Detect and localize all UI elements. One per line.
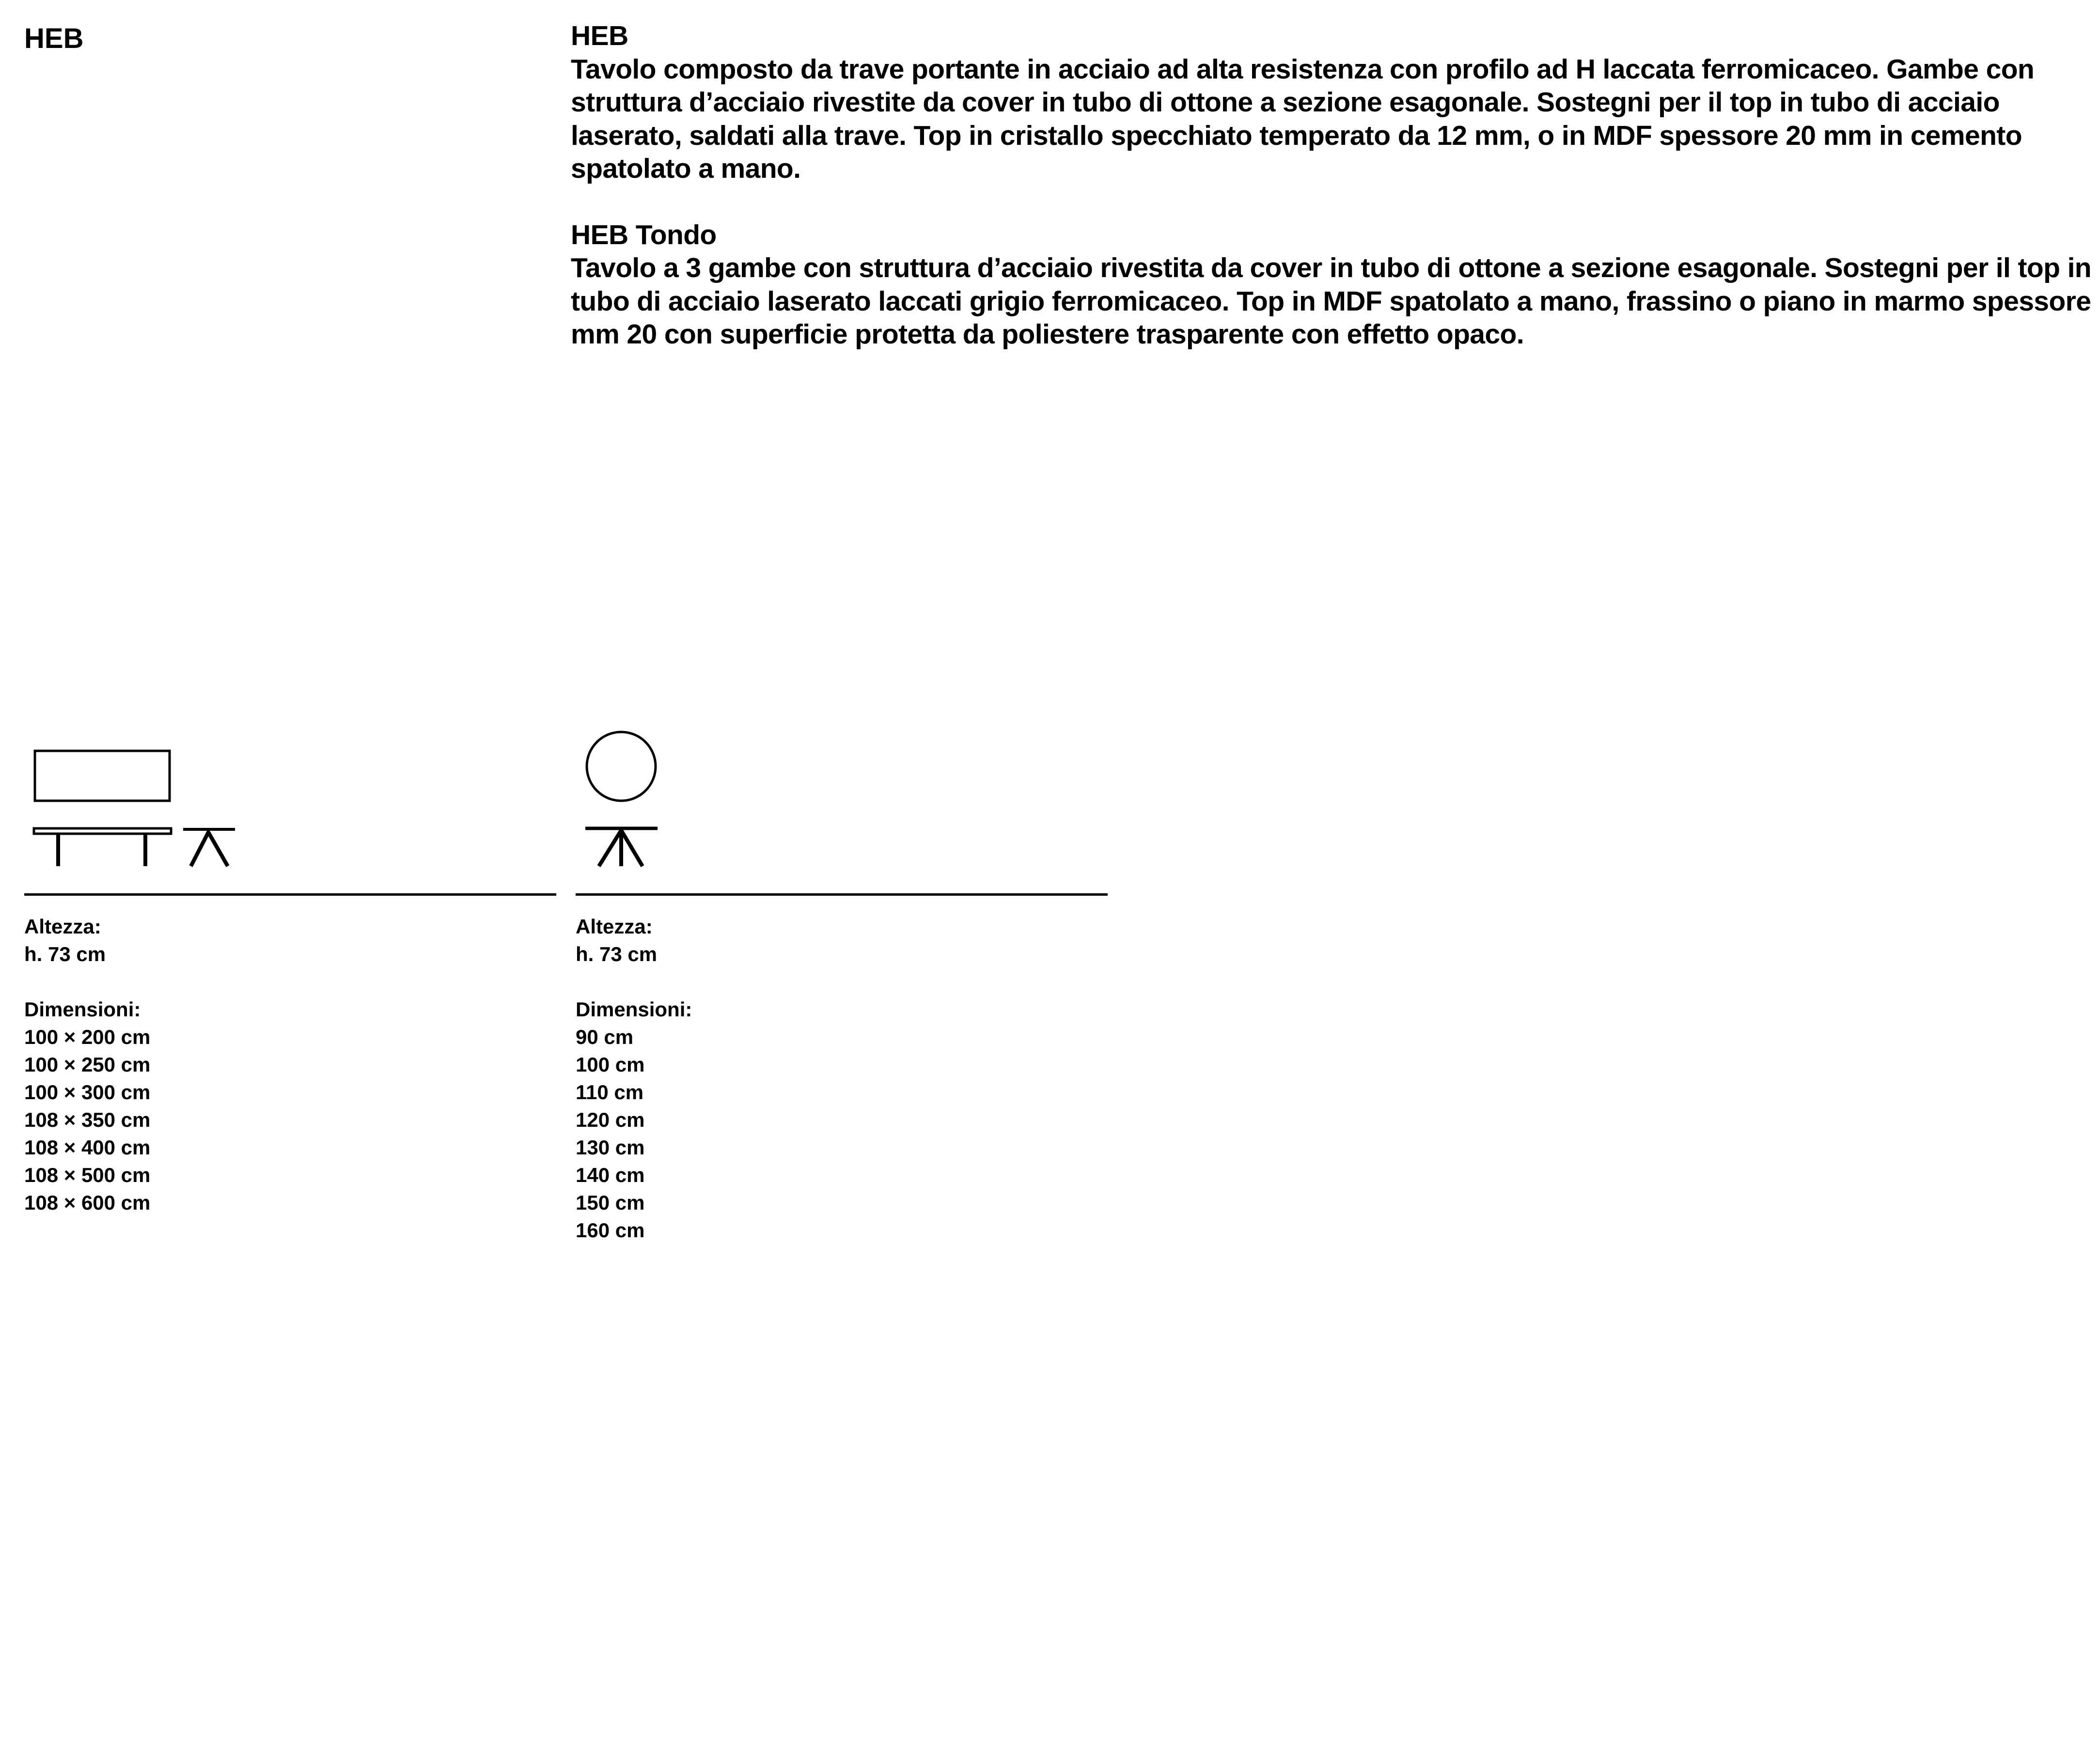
rectangular-table-drawing [29, 746, 242, 872]
height-value: h. 73 cm [576, 943, 658, 965]
divider-round [576, 893, 1108, 896]
round-top-view [587, 732, 656, 801]
description-title: HEB Tondo [571, 219, 717, 250]
description-text: Tavolo a 3 gambe con struttura d’acciaio rivestita da cover in tubo di ottone a sezione esagonale. Sostegni per il top in tubo di acciaio laserato laccati grigio ferromicaceo. Top in MDF spatolato a mano, frassino o piano in marmo spessore mm 20 con superficie protetta da poliestere trasparente con effetto opaco. [571, 252, 2092, 350]
dimension-item: 108 × 350 cm [24, 1108, 151, 1131]
dimension-item: 150 cm [576, 1191, 645, 1214]
height-value: h. 73 cm [24, 943, 106, 965]
specs-rectangular [24, 913, 150, 1216]
description-heb [571, 19, 2092, 186]
dimensions-label: Dimensioni: [576, 998, 692, 1021]
height-label: Altezza: [24, 915, 101, 938]
dimension-item: 120 cm [576, 1108, 645, 1131]
dimension-item: 100 × 300 cm [24, 1081, 151, 1104]
description-title: HEB [571, 20, 628, 51]
dimension-item: 100 cm [576, 1053, 645, 1076]
rectangular-side-view-top [34, 828, 171, 834]
description-text: Tavolo composto da trave portante in acciaio ad alta resistenza con profilo ad H laccata ferromicaceo. Gambe con struttura d’acciaio rivestite da cover in tubo di ottone a sezione esagonale. Sostegni per il top in tubo di acciaio laserato, saldati alla trave. Top in cristallo specchiato temperato da 12 mm, o in MDF spessore 20 mm in cemento spatolato a mano. [571, 53, 2035, 184]
dimension-item: 108 × 600 cm [24, 1191, 151, 1214]
specs-round [576, 913, 692, 1244]
dimension-item: 90 cm [576, 1026, 634, 1048]
round-table-drawing [581, 727, 669, 872]
height-label: Altezza: [576, 915, 653, 938]
dimensions-label: Dimensioni: [24, 998, 141, 1021]
dimension-item: 108 × 400 cm [24, 1136, 151, 1159]
dimension-item: 100 × 200 cm [24, 1026, 151, 1048]
product-descriptions [571, 19, 2092, 384]
dimension-item: 140 cm [576, 1164, 645, 1186]
rectangular-top-view [35, 751, 170, 801]
dimension-item: 100 × 250 cm [24, 1053, 151, 1076]
page-heading: HEB [24, 23, 84, 54]
dimension-item: 130 cm [576, 1136, 645, 1159]
description-heb-tondo [571, 218, 2092, 351]
rectangular-end-view-legs [191, 832, 228, 866]
dimension-item: 108 × 500 cm [24, 1164, 151, 1186]
divider-rectangular [24, 893, 556, 896]
dimension-item: 160 cm [576, 1219, 645, 1242]
dimension-item: 110 cm [576, 1081, 644, 1104]
